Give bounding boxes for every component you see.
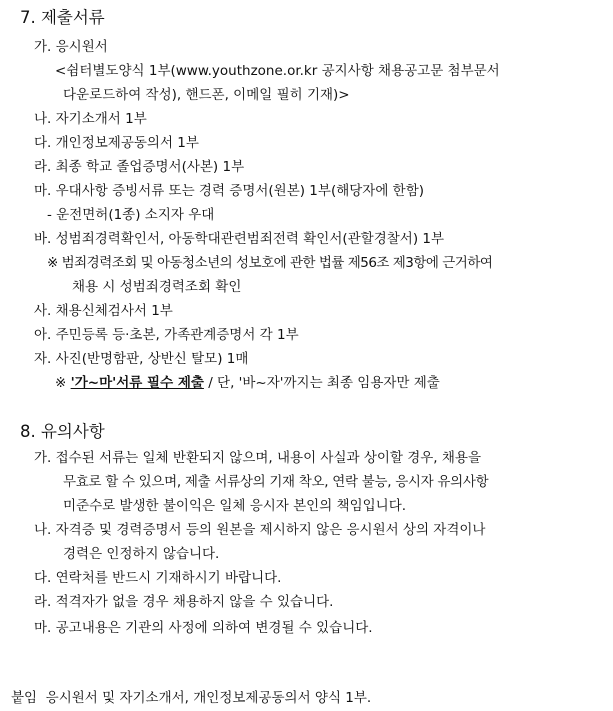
caution-na-1: 나. 자격증 및 경력증명서 등의 원본을 제시하지 않은 응시원서 상의 자격이나 <box>34 522 486 538</box>
item-ga: 가. 응시원서 <box>34 39 108 55</box>
note-rest: / 단, '바~자'까지는 최종 임용자만 제출 <box>203 375 440 391</box>
item-a: 아. 주민등록 등·초본, 가족관계증명서 각 1부 <box>34 327 299 343</box>
item-ga-detail-1: <쉼터별도양식 1부(www.youthzone.or.kr 공지사항 채용공고문 첨부문서 <box>55 63 500 79</box>
section-8-heading: 8. 유의사항 <box>20 422 105 441</box>
attachment-note: 붙임 응시원서 및 자기소개서, 개인정보제공동의서 양식 1부. <box>11 690 372 706</box>
note-prefix: ※ <box>55 375 71 391</box>
item-ma: 마. 우대사항 증빙서류 또는 경력 증명서(원본) 1부(해당자에 한함) <box>34 183 425 199</box>
item-ba: 바. 성범죄경력확인서, 아동학대관련범죄전력 확인서(관할경찰서) 1부 <box>34 231 445 247</box>
item-ra: 라. 최종 학교 졸업증명서(사본) 1부 <box>34 159 245 175</box>
item-ma-sub: - 운전면허(1종) 소지자 우대 <box>47 207 215 223</box>
item-na: 나. 자기소개서 1부 <box>34 111 147 127</box>
required-note <box>55 374 440 392</box>
item-ba-note-2: 채용 시 성범죄경력조회 확인 <box>72 279 242 295</box>
caution-ga-1: 가. 접수된 서류는 일체 반환되지 않으며, 내용이 사실과 상이할 경우, 채용을 <box>34 450 482 466</box>
caution-ga-3: 미준수로 발생한 불이익은 일체 응시자 본인의 책임입니다. <box>63 498 407 514</box>
item-sa: 사. 채용신체검사서 1부 <box>34 303 173 319</box>
caution-da: 다. 연락처를 반드시 기재하시기 바랍니다. <box>34 570 282 586</box>
note-emphasis: '가~마'서류 필수 제출 <box>70 375 204 391</box>
item-da: 다. 개인정보제공동의서 1부 <box>34 135 199 151</box>
caution-ra: 라. 적격자가 없을 경우 채용하지 않을 수 있습니다. <box>34 594 334 610</box>
item-ba-note-1: ※ 범죄경력조회 및 아동청소년의 성보호에 관한 법률 제56조 제3항에 근거하여 <box>47 255 493 271</box>
caution-ma: 마. 공고내용은 기관의 사정에 의하여 변경될 수 있습니다. <box>34 620 373 636</box>
section-7-heading: 7. 제출서류 <box>20 8 105 27</box>
item-ja: 자. 사진(반명함판, 상반신 탈모) 1매 <box>34 351 249 367</box>
caution-ga-2: 무효로 할 수 있으며, 제출 서류상의 기재 착오, 연락 불능, 응시자 유의사항 <box>63 474 489 490</box>
item-ga-detail-2: 다운로드하여 작성), 핸드폰, 이메일 필히 기재)> <box>63 87 350 103</box>
caution-na-2: 경력은 인정하지 않습니다. <box>63 546 220 562</box>
